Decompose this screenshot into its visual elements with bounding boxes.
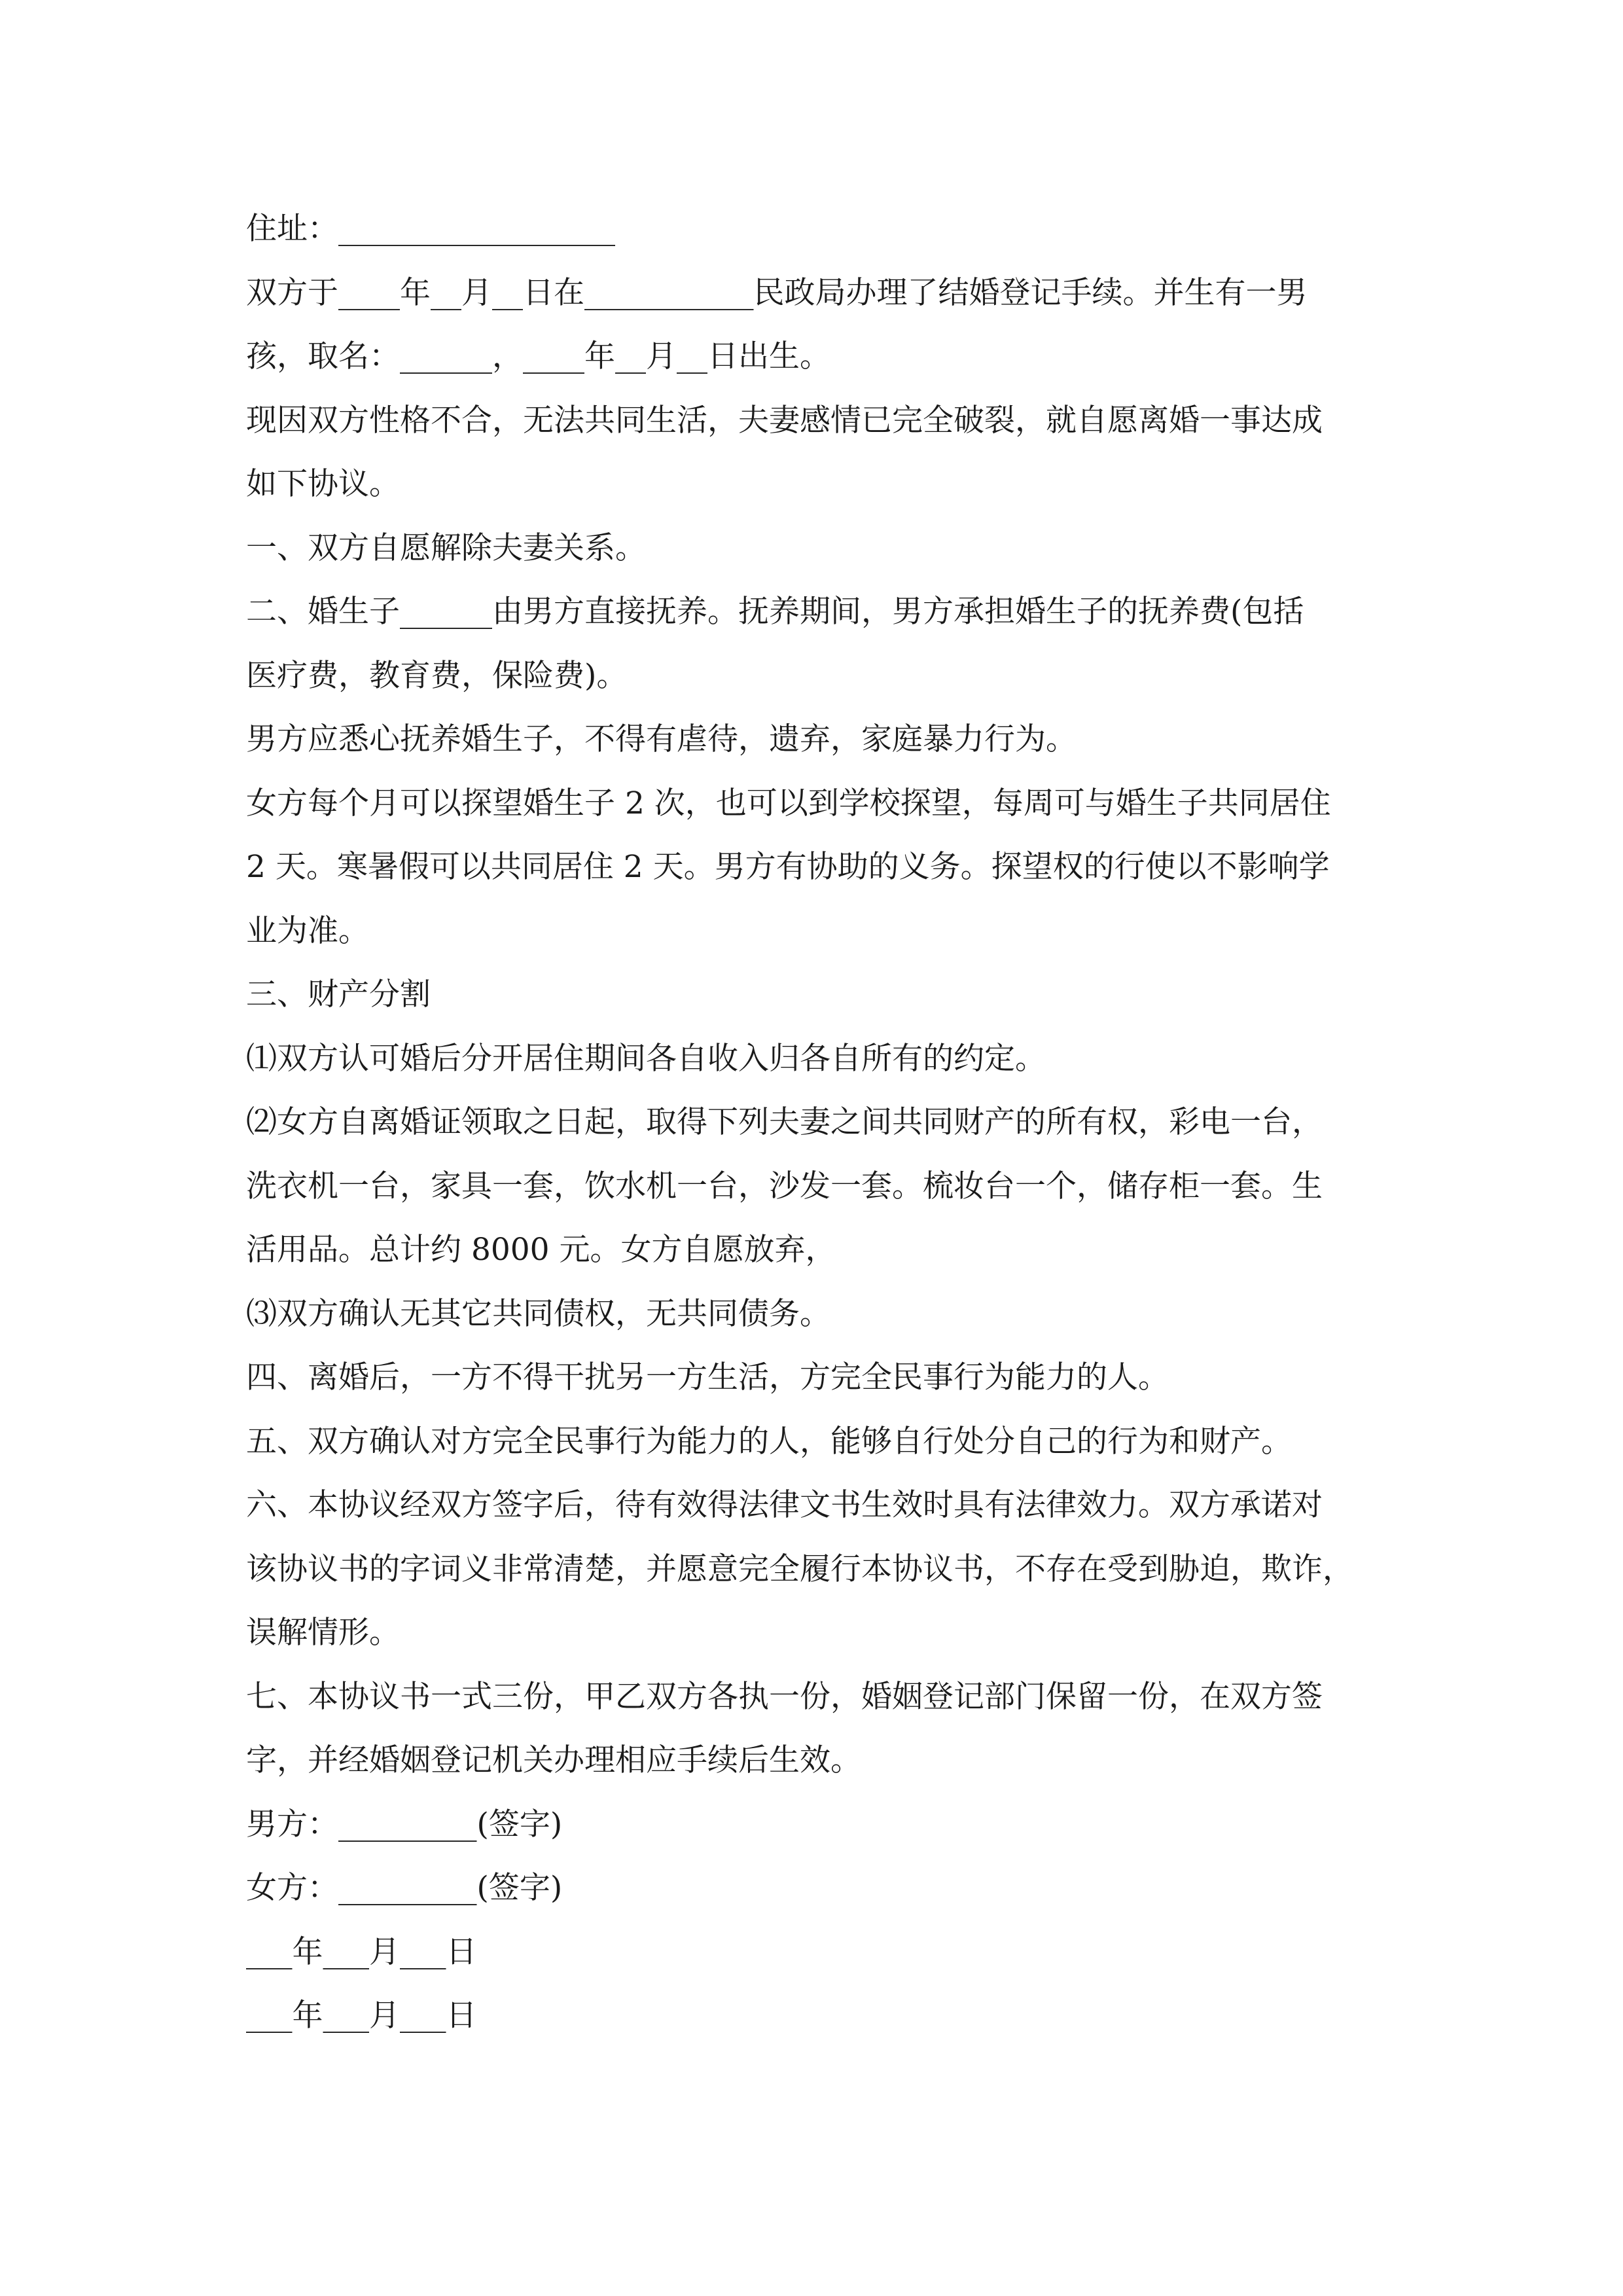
marriage-registration-line: 双方于____年__月__日在___________民政局办理了结婚登记手续。并生有一男 <box>246 274 1308 311</box>
clause-1: 一、双方自愿解除夫妻关系。 <box>246 529 646 566</box>
clause-6-cont: 该协议书的字词义非常清楚，并愿意完全履行本协议书，不存在受到胁迫，欺诈， <box>246 1551 1353 1587</box>
female-signature-line: 女方：_________(签字) <box>246 1870 563 1906</box>
clause-2-visitation: 女方每个月可以探望婚生子 2 次，也可以到学校探望，每周可与婚生子共同居住 <box>246 785 1331 821</box>
clause-6-end: 误解情形。 <box>246 1615 400 1651</box>
clause-3-item-3: ⑶双方确认无其它共同债权，无共同债务。 <box>246 1295 830 1332</box>
date-line-2: ___年___月___日 <box>246 1998 477 2034</box>
clause-3-item-2-end: 活用品。总计约 8000 元。女方自愿放弃， <box>246 1232 836 1268</box>
clause-5: 五、双方确认对方完全民事行为能力的人，能够自行处分自己的行为和财产。 <box>246 1423 1292 1460</box>
clause-2-visitation-end: 业为准。 <box>246 912 369 949</box>
clause-2-visitation-cont: 2 天。寒暑假可以共同居住 2 天。男方有协助的义务。探望权的行使以不影响学 <box>246 849 1330 885</box>
clause-7-cont: 字，并经婚姻登记机关办理相应手续后生效。 <box>246 1742 861 1778</box>
clause-7: 七、本协议书一式三份，甲乙双方各执一份，婚姻登记部门保留一份，在双方签 <box>246 1678 1323 1715</box>
child-name-line: 孩，取名：______，____年__月__日出生。 <box>246 338 830 374</box>
clause-6: 六、本协议经双方签字后，待有效得法律文书生效时具有法律效力。双方承诺对 <box>246 1487 1323 1523</box>
clause-2-cont: 医疗费，教育费，保险费)。 <box>246 657 628 694</box>
clause-3-item-2-cont: 洗衣机一台，家具一套，饮水机一台，沙发一套。梳妆台一个，储存柜一套。生 <box>246 1168 1323 1204</box>
reason-line: 现因双方性格不合，无法共同生活，夫妻感情已完全破裂，就自愿离婚一事达成 <box>246 402 1323 439</box>
male-signature-line: 男方：_________(签字) <box>246 1806 563 1842</box>
date-line-1: ___年___月___日 <box>246 1933 477 1970</box>
clause-2-custody: 男方应悉心抚养婚生子，不得有虐待，遗弃，家庭暴力行为。 <box>246 721 1077 757</box>
clause-3-heading: 三、财产分割 <box>246 977 431 1013</box>
reason-line-cont: 如下协议。 <box>246 466 400 502</box>
agreement-body <box>246 197 1378 2048</box>
clause-3-item-1: ⑴双方认可婚后分开居住期间各自收入归各自所有的约定。 <box>246 1040 1046 1077</box>
clause-2: 二、婚生子______由男方直接抚养。抚养期间，男方承担婚生子的抚养费(包括 <box>246 594 1304 630</box>
address-line: 住址：__________________ <box>246 211 615 247</box>
clause-3-item-2: ⑵女方自离婚证领取之日起，取得下列夫妻之间共同财产的所有权，彩电一台， <box>246 1104 1323 1140</box>
clause-4: 四、离婚后，一方不得干扰另一方生活，方完全民事行为能力的人。 <box>246 1359 1169 1395</box>
